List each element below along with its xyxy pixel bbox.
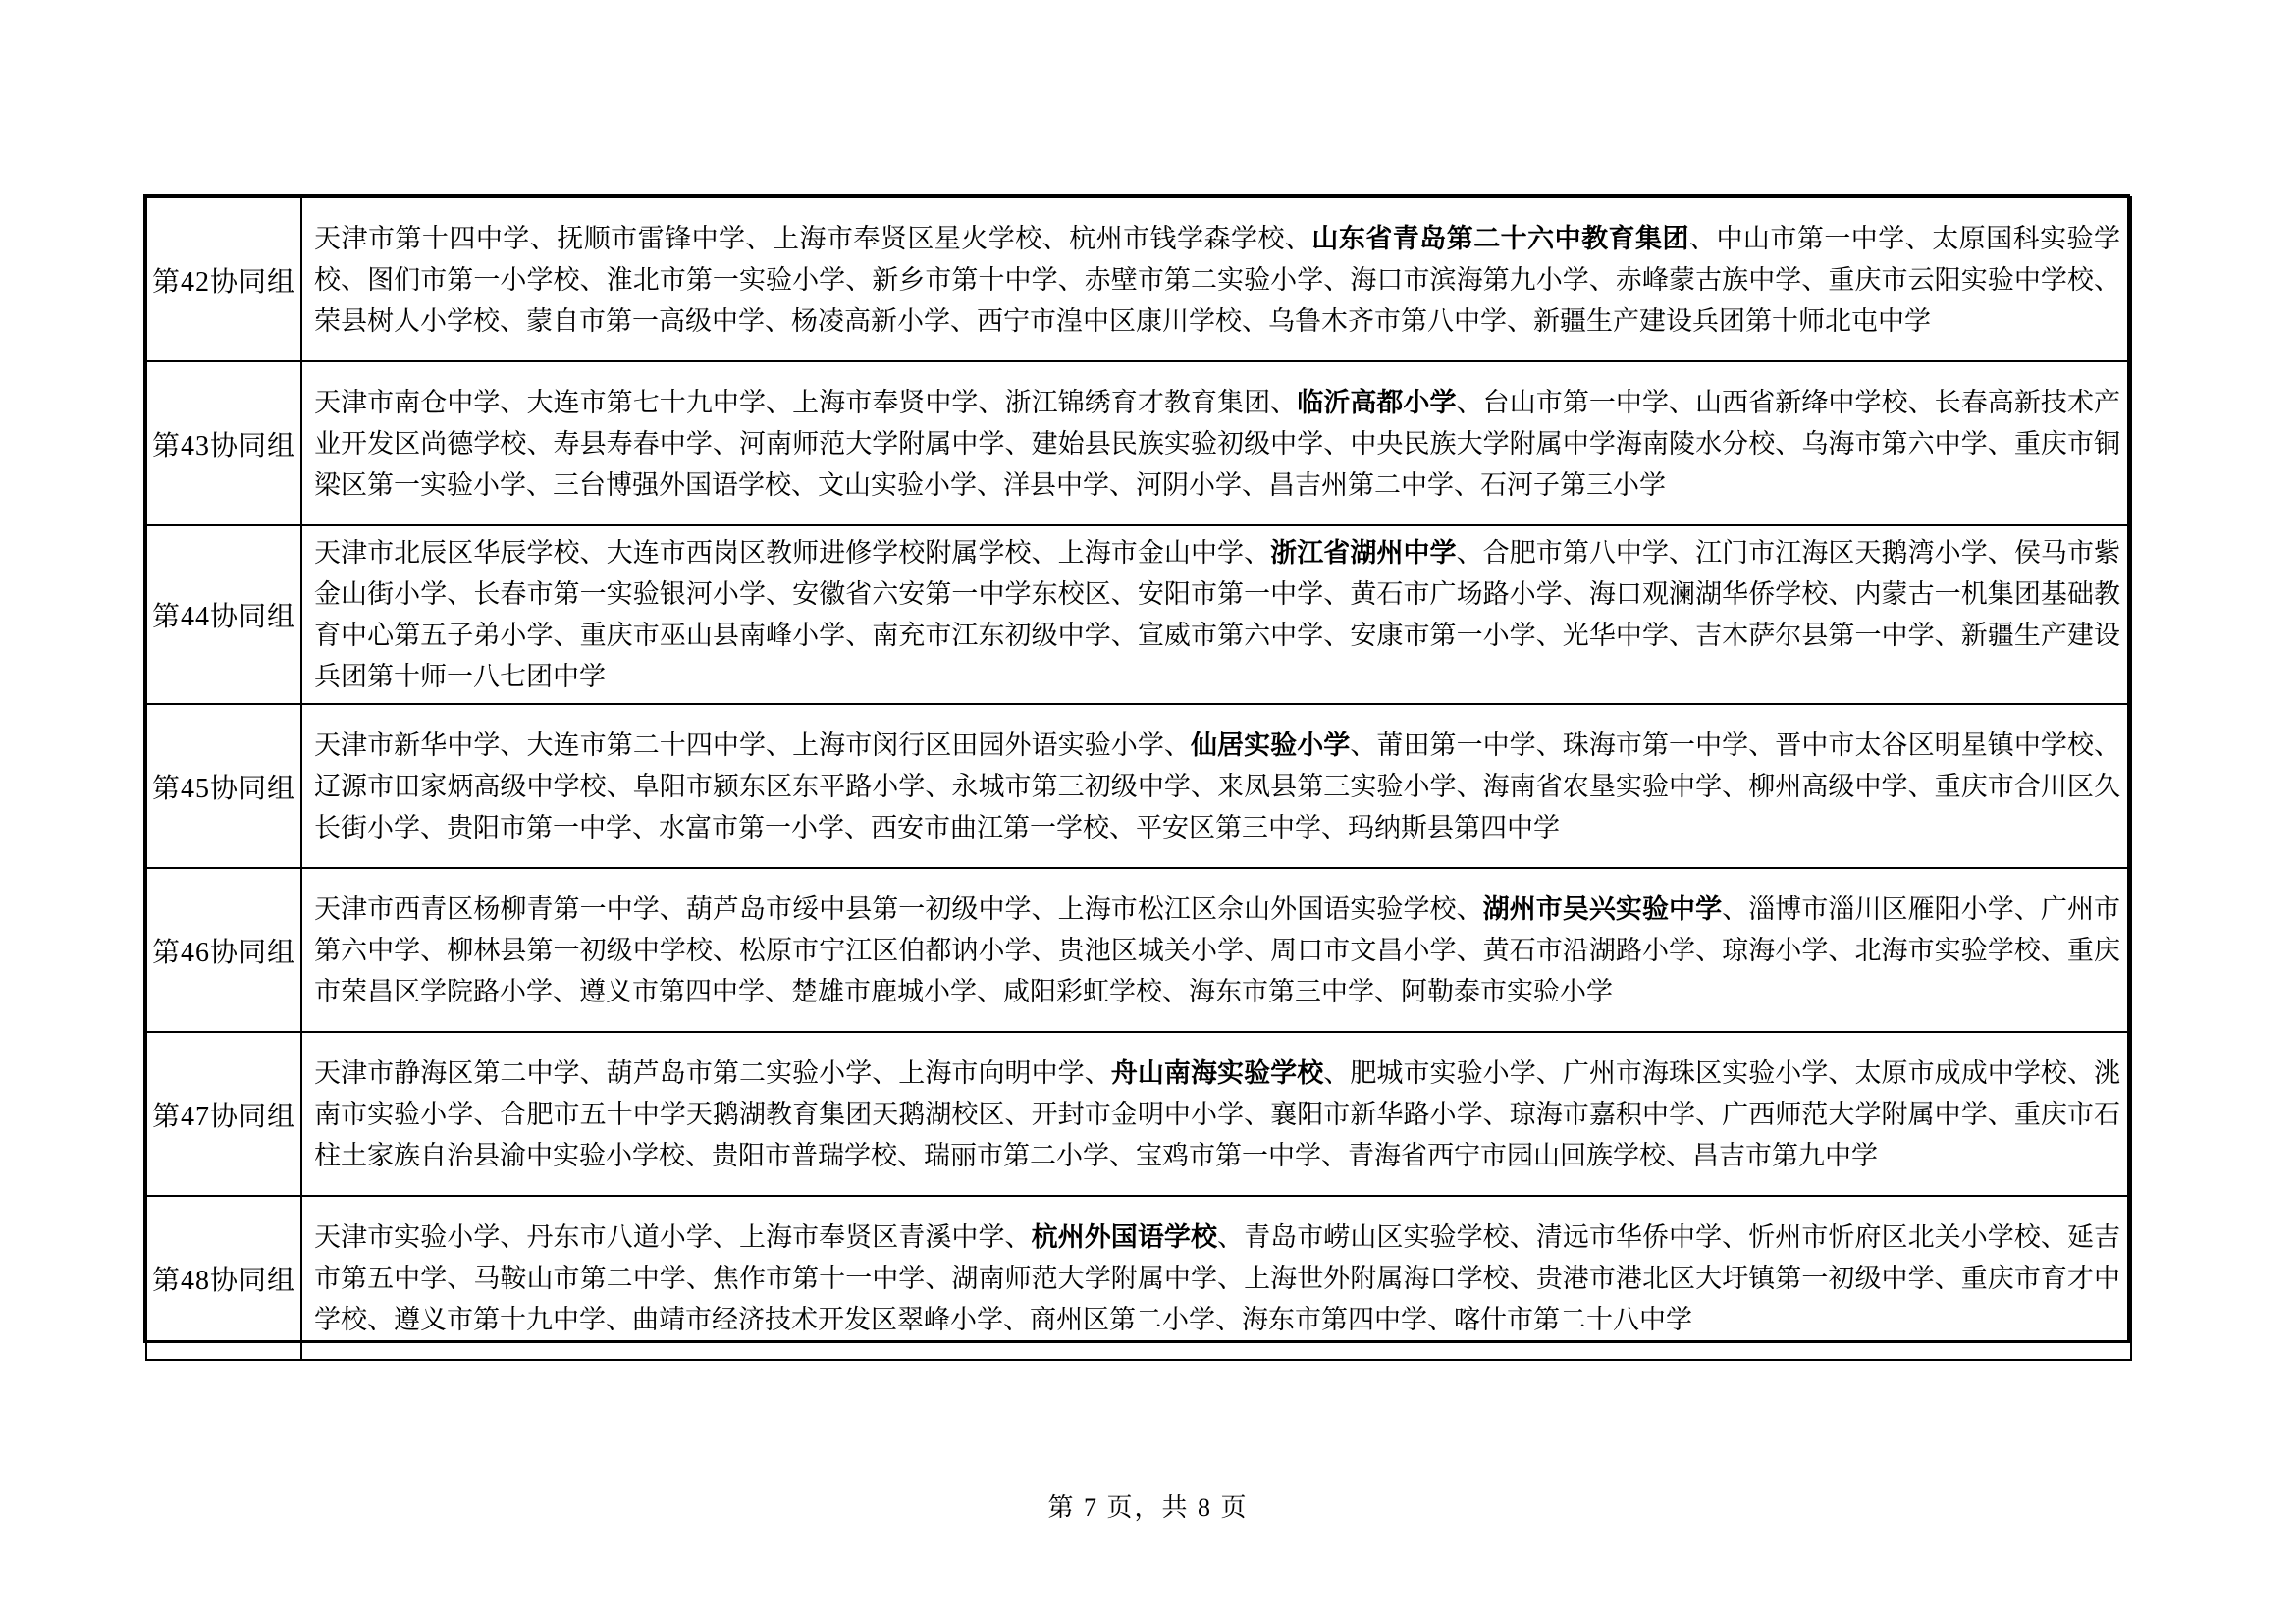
- school-name-bold: 湖州市吴兴实验中学: [1482, 893, 1723, 924]
- school-name-segment: 、莆田第一中学、珠海市第一中学、晋中市太谷区明星镇中学校、辽源市田家炳高级中学校、阜阳市颍东区东平路小学、永城市第三初级中学、来凤县第三实验小学、海南省农垦实验中学、柳州高级中学、重庆市合川区久长街小学、贵阳市第一中学、水富市第一小学、西安市曲江第一学校、平安区第三中学、玛纳斯县第四中学: [314, 730, 2120, 842]
- school-name-segment: 天津市西青区杨柳青第一中学、葫芦岛市绥中县第一初级中学、上海市松江区佘山外国语实验学校、: [314, 893, 1483, 924]
- group-label: 第45协同组: [146, 704, 301, 868]
- school-name-segment: 天津市南仓中学、大连市第七十九中学、上海市奉贤中学、浙江锦绣育才教育集团、: [314, 387, 1298, 417]
- table-row: [146, 197, 2131, 361]
- group-label: 第44协同组: [146, 525, 301, 704]
- school-list: [301, 1032, 2131, 1196]
- school-list: [301, 868, 2131, 1032]
- group-table-body: [146, 197, 2131, 1360]
- school-name-segment: 、中山市第一中学、太原国科实验学校、图们市第一小学校、淮北市第一实验小学、新乡市第十中学、赤壁市第二实验小学、海口市滨海第九小学、赤峰蒙古族中学、重庆市云阳实验中学校、荣县树人小学校、蒙自市第一高级中学、杨凌高新小学、西宁市湟中区康川学校、乌鲁木齐市第八中学、新疆生产建设兵团第十师北屯中学: [314, 223, 2121, 336]
- group-label: 第43协同组: [146, 361, 301, 525]
- table-row: [146, 704, 2131, 868]
- school-name-bold: 浙江省湖州中学: [1270, 538, 1457, 568]
- table-row: [146, 1196, 2131, 1360]
- group-label: 第46协同组: [146, 868, 301, 1032]
- school-name-segment: 天津市北辰区华辰学校、大连市西岗区教师进修学校附属学校、上海市金山中学、: [314, 538, 1271, 568]
- school-name-segment: 、淄博市淄川区雁阳小学、广州市第六中学、柳林县第一初级中学校、松原市宁江区伯都讷小学、贵池区城关小学、周口市文昌小学、黄石市沿湖路小学、琼海小学、北海市实验学校、重庆市荣昌区学院路小学、遵义市第四中学、楚雄市鹿城小学、咸阳彩虹学校、海东市第三中学、阿勒泰市实验小学: [314, 893, 2121, 1006]
- school-list: [301, 1196, 2131, 1360]
- school-name-segment: 天津市静海区第二中学、葫芦岛市第二实验小学、上海市向明中学、: [314, 1057, 1111, 1088]
- table-row: [146, 868, 2131, 1032]
- school-name-segment: 天津市新华中学、大连市第二十四中学、上海市闵行区田园外语实验小学、: [314, 730, 1191, 760]
- school-name-segment: 、合肥市第八中学、江门市江海区天鹅湾小学、侯马市紫金山街小学、长春市第一实验银河小学、安徽省六安第一中学东校区、安阳市第一中学、黄石市广场路小学、海口观澜湖华侨学校、内蒙古一机集团基础教育中心第五子弟小学、重庆市巫山县南峰小学、南充市江东初级中学、宣威市第六中学、安康市第一小学、光华中学、吉木萨尔县第一中学、新疆生产建设兵团第十师一八七团中学: [314, 538, 2121, 691]
- school-list: [301, 361, 2131, 525]
- school-list: [301, 525, 2131, 704]
- school-name-bold: 临沂高都小学: [1297, 387, 1457, 417]
- group-label: 第47协同组: [146, 1032, 301, 1196]
- page-number-footer: 第 7 页，共 8 页: [1047, 1493, 1249, 1522]
- table-row: [146, 361, 2131, 525]
- school-name-segment: 、台山市第一中学、山西省新绛中学校、长春高新技术产业开发区尚德学校、寿县寿春中学、河南师范大学附属中学、建始县民族实验初级中学、中央民族大学附属中学海南陵水分校、乌海市第六中学、重庆市铜梁区第一实验小学、三台博强外国语学校、文山实验小学、洋县中学、河阴小学、昌吉州第二中学、石河子第三小学: [314, 387, 2121, 500]
- school-name-bold: 杭州外国语学校: [1031, 1221, 1218, 1252]
- school-name-segment: 天津市实验小学、丹东市八道小学、上海市奉贤区青溪中学、: [314, 1221, 1032, 1252]
- school-name-segment: 天津市第十四中学、抚顺市雷锋中学、上海市奉贤区星火学校、杭州市钱学森学校、: [314, 223, 1312, 253]
- school-name-bold: 舟山南海实验学校: [1110, 1057, 1324, 1088]
- school-name-segment: 、肥城市实验小学、广州市海珠区实验小学、太原市成成中学校、洮南市实验小学、合肥市五十中学天鹅湖教育集团天鹅湖校区、开封市金明中小学、襄阳市新华路小学、琼海市嘉积中学、广西师范大学附属中学、重庆市石柱土家族自治县渝中实验小学校、贵阳市普瑞学校、瑞丽市第二小学、宝鸡市第一中学、青海省西宁市园山回族学校、昌吉市第九中学: [314, 1057, 2121, 1170]
- group-label: 第48协同组: [146, 1196, 301, 1360]
- school-list: [301, 197, 2131, 361]
- table-row: [146, 525, 2131, 704]
- group-school-table: [145, 196, 2132, 1361]
- school-list: [301, 704, 2131, 868]
- group-label: 第42协同组: [146, 197, 301, 361]
- table-row: [146, 1032, 2131, 1196]
- school-name-bold: 仙居实验小学: [1190, 730, 1351, 760]
- school-name-segment: 、青岛市崂山区实验学校、清远市华侨中学、忻州市忻府区北关小学校、延吉市第五中学、马鞍山市第二中学、焦作市第十一中学、湖南师范大学附属中学、上海世外附属海口学校、贵港市港北区大圩镇第一初级中学、重庆市育才中学校、遵义市第十九中学、曲靖市经济技术开发区翠峰小学、商州区第二小学、海东市第四中学、喀什市第二十八中学: [314, 1221, 2121, 1334]
- school-name-bold: 山东省青岛第二十六中教育集团: [1311, 223, 1689, 253]
